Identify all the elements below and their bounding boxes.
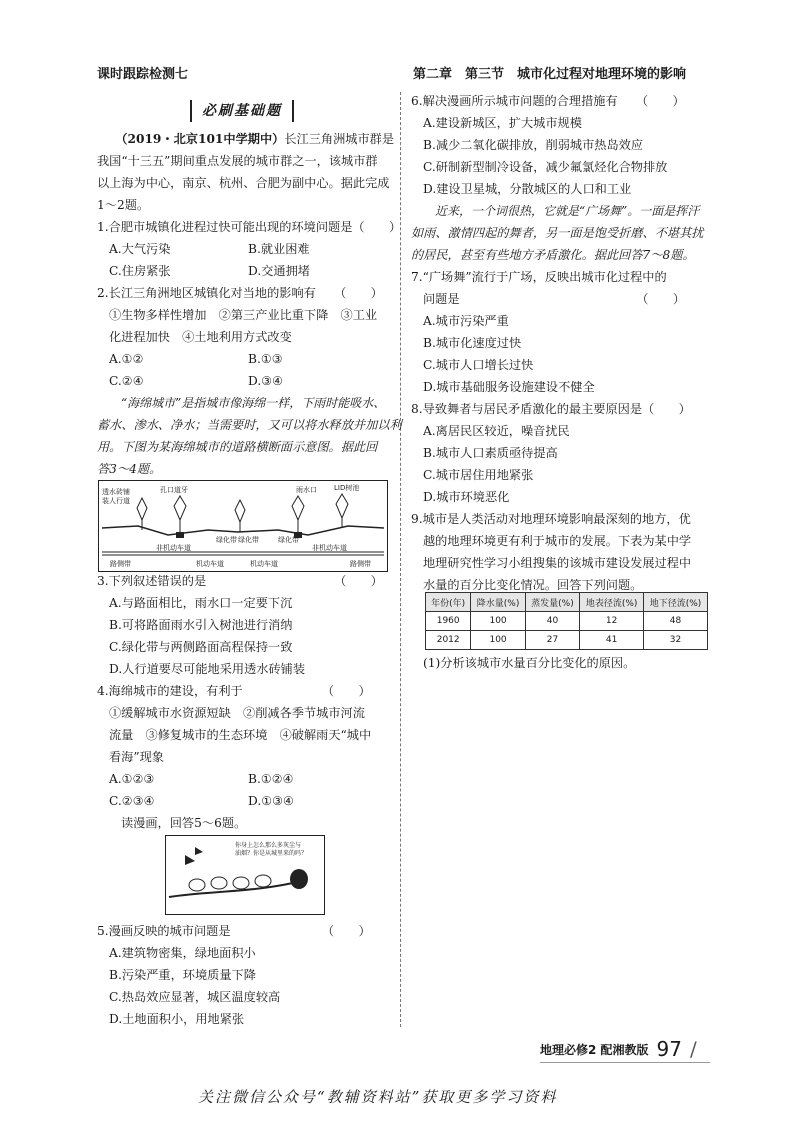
q8-stem: 8.导致舞者与居民矛盾激化的最主要原因是（ ） xyxy=(411,402,691,416)
q9-line: 水量的百分比变化情况。回答下列问题。 xyxy=(423,578,643,592)
q7-stem: 7.“广场舞”流行于广场，反映出城市化过程中的 xyxy=(411,270,667,284)
q1-option[interactable]: B.就业困难 xyxy=(248,242,310,256)
q2-line: ①生物多样性增加 ②第三产业比重下降 ③工业 xyxy=(109,308,378,322)
q4-option[interactable]: D.①③④ xyxy=(248,794,294,808)
q2-option[interactable]: D.③④ xyxy=(248,374,284,388)
fig-bottom: 机动车道 xyxy=(196,560,224,568)
bottom-slogan: 关注微信公众号“教辅资料站”获取更多学习资料 xyxy=(198,1088,558,1106)
road-cross-section-figure xyxy=(98,480,388,572)
q9-line: 地理研究性学习小组搜集的该城市建设发展过程中 xyxy=(423,556,692,570)
table-cell: 41 xyxy=(580,631,644,650)
table-cell: 48 xyxy=(644,612,708,631)
q5-stem: 5.漫画反映的城市问题是 （ ） xyxy=(97,924,371,938)
right-column xyxy=(411,90,706,596)
table-cell: 40 xyxy=(525,612,579,631)
table-cell: 32 xyxy=(644,631,708,650)
q5-option[interactable]: B.污染严重，环境质量下降 xyxy=(109,968,256,982)
left-column-3 xyxy=(97,920,387,1030)
q7-stem2: 问题是 （ ） xyxy=(423,292,686,306)
q2-line: 化进程加快 ④土地利用方式改变 xyxy=(109,330,292,344)
q5-option[interactable]: A.建筑物密集，绿地面积小 xyxy=(109,946,256,960)
q6-option[interactable]: A.建设新城区，扩大城市规模 xyxy=(423,116,582,130)
footer-label: 地理必修2 配湘教版 xyxy=(540,1042,649,1057)
left-column xyxy=(97,128,402,480)
intro-line: 1～2题。 xyxy=(97,198,150,212)
intro-line: 我国“十三五”期间重点发展的城市群之一，该城市群 xyxy=(97,154,378,168)
table-cell: 1960 xyxy=(426,612,471,631)
section-badge: 必刷基础题 xyxy=(190,100,294,122)
q6-option[interactable]: B.减少二氧化碳排放，削弱城市热岛效应 xyxy=(423,138,644,152)
fig-bottom: 路侧带 xyxy=(350,560,371,568)
cartoon-speech: 你身上怎么那么多灰尘与 xyxy=(235,842,302,849)
table-header: 地下径流(%) xyxy=(644,593,708,612)
q3-stem: 3.下列叙述错误的是 （ ） xyxy=(97,574,383,588)
q2-option[interactable]: C.②④ xyxy=(109,374,144,388)
q7-option[interactable]: D.城市基础服务设施建设不健全 xyxy=(423,380,595,394)
q1-option[interactable]: C.住房紧张 xyxy=(109,264,171,278)
dance-line: 近来，一个词很热，它就是“广场舞”。一面是挥汗 xyxy=(435,204,700,218)
q2-option[interactable]: B.①③ xyxy=(248,352,283,366)
q8-option[interactable]: C.城市居住用地紧张 xyxy=(423,468,534,482)
table-cell: 27 xyxy=(525,631,579,650)
q8-option[interactable]: D.城市环境恶化 xyxy=(423,490,510,504)
sponge-line: 蓄水、渗水、净水；当需要时，又可以将水释放并加以利 xyxy=(97,418,402,432)
q9-sub xyxy=(423,652,713,674)
fig-bottom: 非机动车道 xyxy=(312,544,347,552)
q2-stem: 2.长江三角洲地区城镇化对当地的影响有 （ ） xyxy=(97,286,383,300)
intro-source: （2019・北京101中学期中） xyxy=(115,132,285,146)
fig-label: 透水砖铺 xyxy=(102,488,130,496)
table-cell: 100 xyxy=(471,631,525,650)
q4-option[interactable]: A.①②③ xyxy=(109,772,155,786)
sponge-line: 答3～4题。 xyxy=(97,462,162,476)
table-header: 降水量(%) xyxy=(471,593,525,612)
fig-label: 装人行道 xyxy=(102,497,130,505)
page-footer xyxy=(540,1038,710,1060)
slash-mark: / xyxy=(689,1037,697,1061)
q4-line: 看海”现象 xyxy=(109,750,164,764)
q4-option[interactable]: C.②③④ xyxy=(109,794,155,808)
sponge-line: “海绵城市”是指城市像海绵一样，下雨时能吸水、 xyxy=(121,396,386,410)
q8-option[interactable]: A.离居民区较近，噪音扰民 xyxy=(423,424,570,438)
q7-option[interactable]: C.城市人口增长过快 xyxy=(423,358,534,372)
table-header-row xyxy=(426,593,708,612)
fig-bottom: 机动车道 xyxy=(250,560,278,568)
table-header: 年份(年) xyxy=(426,593,471,612)
birds-cartoon xyxy=(165,835,325,915)
water-table xyxy=(425,592,708,650)
q5-option[interactable]: D.土地面积小，用地紧张 xyxy=(109,1012,245,1026)
table-cell: 12 xyxy=(580,612,644,631)
q7-option[interactable]: B.城市化速度过快 xyxy=(423,336,522,350)
q8-option[interactable]: B.城市人口素质亟待提高 xyxy=(423,446,558,460)
q2-option[interactable]: A.①② xyxy=(109,352,144,366)
table-row xyxy=(426,631,708,650)
table-cell: 100 xyxy=(471,612,525,631)
q1-option[interactable]: A.大气污染 xyxy=(109,242,171,256)
q3-option[interactable]: C.绿化带与两侧路面高程保持一致 xyxy=(109,640,293,654)
q4-line: ①缓解城市水资源短缺 ②削减各季节城市河流 xyxy=(109,706,365,720)
q9-line: 越的地理环境更有利于城市的发展。下表为某中学 xyxy=(423,534,692,548)
header-left: 课时跟踪检测七 xyxy=(97,67,189,82)
q9-line: 9.城市是人类活动对地理环境影响最深刻的地方，优 xyxy=(411,512,691,526)
fig-label: 雨水口 xyxy=(296,486,317,494)
cartoon-speech: 油烟？你是从城里来的吗？ xyxy=(235,850,308,857)
q9-subquestion: (1)分析该城市水量百分比变化的原因。 xyxy=(423,656,636,670)
table-header: 蒸发量(%) xyxy=(525,593,579,612)
footer-rule xyxy=(540,1062,710,1063)
q1-option[interactable]: D.交通拥堵 xyxy=(248,264,310,278)
dance-line: 的居民，甚至有些地方矛盾激化。据此回答7～8题。 xyxy=(411,248,695,262)
intro-line: 长江三角洲城市群是 xyxy=(284,132,395,146)
table-cell: 2012 xyxy=(426,631,471,650)
q3-option[interactable]: B.可将路面雨水引入树池进行消纳 xyxy=(109,618,293,632)
fig-label: 绿化带 xyxy=(216,536,237,544)
q4-line: 流量 ③修复城市的生态环境 ④破解雨天“城中 xyxy=(109,728,372,742)
q3-option[interactable]: A.与路面相比，雨水口一定要下沉 xyxy=(109,596,293,610)
fig-label: 孔口道牙 xyxy=(160,486,188,494)
q4-option[interactable]: B.①②④ xyxy=(248,772,294,786)
q1-stem: 1.合肥市城镇化进程过快可能出现的环境问题是（ ） xyxy=(97,220,402,234)
cartoon-intro: 读漫画，回答5～6题。 xyxy=(121,816,247,830)
q6-option[interactable]: C.研制新型制冷设备，减少氟氯烃化合物排放 xyxy=(423,160,668,174)
sponge-line: 用。下图为某海绵城市的道路横断面示意图。据此回 xyxy=(97,440,378,454)
fig-bottom: 路侧带 xyxy=(110,560,131,568)
q5-option[interactable]: C.热岛效应显著，城区温度较高 xyxy=(109,990,281,1004)
fig-label: 绿化带 xyxy=(278,536,299,544)
intro-line: 以上海为中心，南京、杭州、合肥为副中心。据此完成 xyxy=(97,176,390,190)
table-header: 地表径流(%) xyxy=(580,593,644,612)
table-row xyxy=(426,612,708,631)
dance-line: 如雨、激情四起的舞者，另一面是饱受折磨、不堪其扰 xyxy=(411,226,704,240)
fig-label: LID树池 xyxy=(334,484,360,492)
q6-option[interactable]: D.建设卫星城，分散城区的人口和工业 xyxy=(423,182,632,196)
left-column-2 xyxy=(97,570,387,834)
fig-bottom: 非机动车道 xyxy=(156,544,191,552)
q7-option[interactable]: A.城市污染严重 xyxy=(423,314,509,328)
fig-label: 绿化带 xyxy=(238,536,259,544)
q4-stem: 4.海绵城市的建设，有利于 （ ） xyxy=(97,684,371,698)
page-number: 97 xyxy=(656,1037,682,1061)
q3-option[interactable]: D.人行道要尽可能地采用透水砖铺装 xyxy=(109,662,306,676)
header-right: 第二章 第三节 城市化过程对地理环境的影响 xyxy=(413,67,687,82)
q6-stem: 6.解决漫画所示城市问题的合理措施有 （ ） xyxy=(411,94,685,108)
